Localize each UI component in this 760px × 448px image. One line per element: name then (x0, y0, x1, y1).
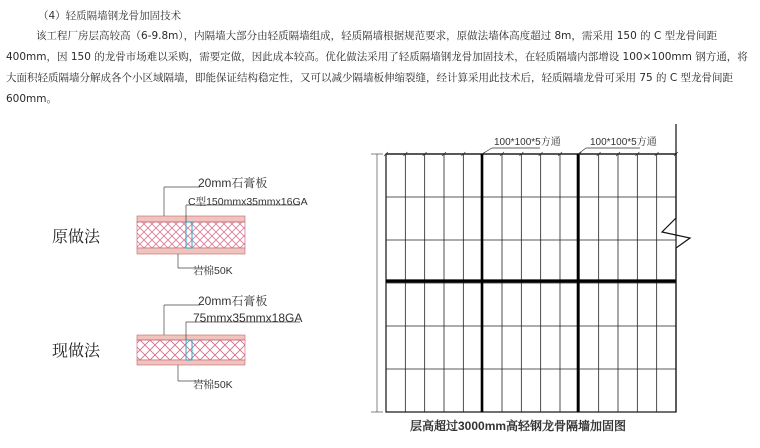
insulation-label: 岩棉50K (193, 379, 233, 391)
tube-label-2: 100*100*5方通 (590, 137, 657, 148)
elevation-drawing (371, 124, 690, 433)
stud-label: 75mmx35mmx18GA (193, 311, 303, 325)
gypsum-board-top (137, 335, 245, 340)
elevation-caption: 层高超过3000mm高轻钢龙骨隔墙加固图 (410, 419, 627, 433)
stud-label: C型150mmx35mmx16GA (188, 196, 308, 208)
insulation-label: 岩棉50K (193, 265, 233, 277)
insulation-fill (137, 340, 245, 360)
gypsum-board-top (137, 216, 245, 222)
gypsum-board-bottom (137, 360, 245, 365)
tube-label-1: 100*100*5方通 (494, 137, 561, 148)
board-label: 20mm石膏板 (198, 176, 268, 190)
section-heading: （4）轻质隔墙钢龙骨加固技术 (38, 10, 182, 22)
current-title: 现做法 (52, 341, 101, 360)
insulation-fill (137, 222, 245, 248)
current-detail (52, 293, 302, 391)
rail-lines (386, 197, 676, 369)
gypsum-board-bottom (137, 248, 245, 254)
original-detail (52, 175, 308, 277)
section-paragraph: 该工程厂房层高较高（6-9.8m），内隔墙大部分由轻质隔墙组成，轻质隔墙根据规范要求，原做法墙体高度超过 8m，需采用 150 的 C 型龙骨间距 400mm，因 150 的龙骨市场难以采购，需要定做，因此成本较高。优化做法采用了轻质隔墙钢龙骨加固技术，在轻质隔墙内部增设 100×100mm 钢方通，将大面积轻质隔墙分解成各个小区域隔墙，即能保证结构稳定性，又可以减少隔墙板伸缩裂缝，经计算采用此技术后，轻质隔墙龙骨可采用 75 的 C 型龙骨间距 600mm。 (6, 30, 748, 105)
board-label: 20mm石膏板 (198, 294, 268, 308)
original-title: 原做法 (52, 227, 101, 246)
